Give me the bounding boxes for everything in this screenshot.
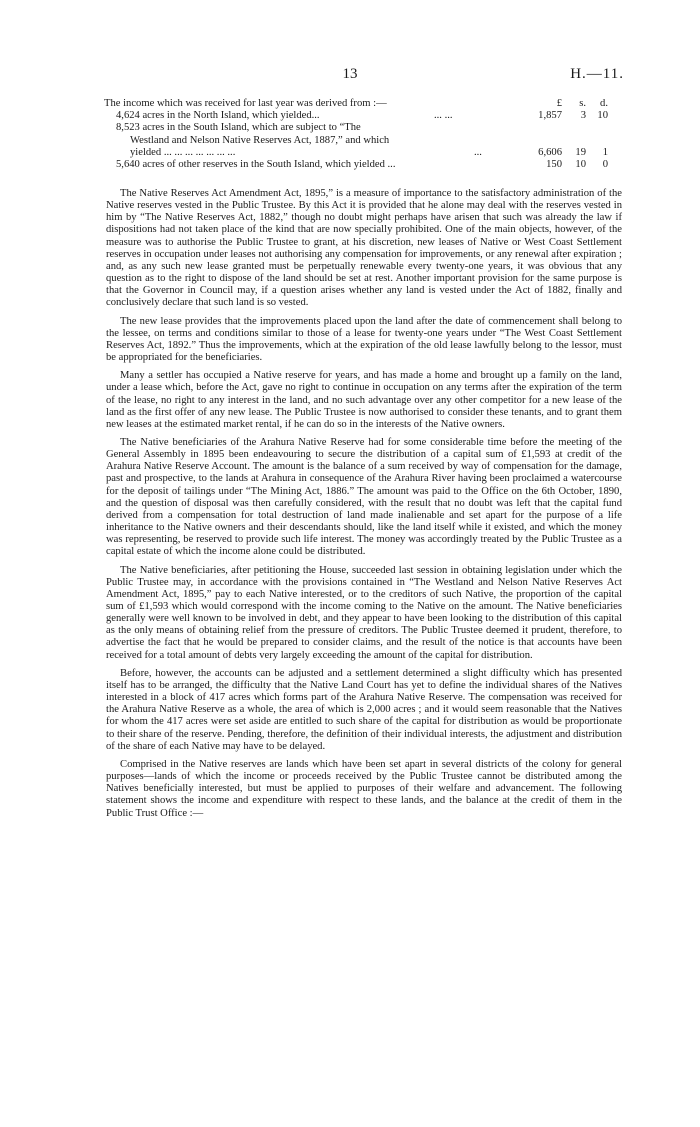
- income-intro-row: [104, 98, 610, 110]
- document-reference: H.—11.: [570, 66, 624, 82]
- paragraph: Many a settler has occupied a Native reserve for years, and has made a home and brought up a family on the land, under a lease which, before the Act, gave no right to continue in occupation on any terms after the expiration of the term of the lease, no right to any interest in the land, and no such advantage over any other competitor for a new lease of the land as the first offer of any new lease. The Public Trustee is now authorised to consider these tenants, and to grant them new leases at the estimated market rental, if he can do so in the interests of the Native owners.: [106, 370, 622, 430]
- pence-value: 10: [597, 110, 608, 122]
- income-row: [104, 147, 610, 159]
- shillings-header: s.: [579, 98, 586, 109]
- income-row-amount: [528, 159, 610, 171]
- pounds-value: 150: [546, 158, 562, 170]
- body-text: [106, 188, 622, 826]
- income-row-amount: [528, 147, 610, 159]
- shillings-value: 3: [580, 110, 586, 122]
- currency-header: [528, 98, 610, 110]
- income-table: [104, 98, 610, 171]
- income-row: [104, 135, 610, 147]
- shillings-value: 19: [575, 146, 586, 158]
- paragraph: Before, however, the accounts can be adjusted and a settlement determined a slight difficulty which has presented itself has to be arranged, the difficulty that the Native Land Court has yet to define the individual shares of the Natives interested in a block of 417 acres which forms part of the Arahura Native Reserve. The compensation was received for the Arahura Native Reserve as a whole, the area of which is 2,000 acres ; and it would seem reasonable that the Natives for whom the 417 acres were set aside are entitled to such share of the capital for distribution as would be proportionate to their share of the reserve. Pending, therefore, the definition of their individual interests, the adjustment and distribution of the share of each Native may have to be delayed.: [106, 667, 622, 752]
- income-row-dots: ...: [474, 146, 482, 158]
- pence-header: d.: [600, 98, 608, 109]
- income-row: [104, 110, 610, 122]
- income-intro: The income which was received for last year was derived from :—: [104, 98, 387, 109]
- paragraph: The Native beneficiaries, after petitioning the House, succeeded last session in obtaining legislation under which the Public Trustee may, in accordance with the provisions contained in “The Westland and Nelson Native Reserves Act Amendment Act, 1895,” pay to each Native interested, or to the creditors of such Native, the proportion of the capital sum of £1,593 which would correspond with the income coming to the Native on the amount. The Native beneficiaries generally were well known to be involved in debt, and they appear to have been looking to the distribution of this capital as the only means of obtaining relief from the pressure of creditors. The Public Trustee deemed it prudent, therefore, to advertise the fact that he would be prepared to consider claims, and the result of the notice is that accounts have been received for a total amount of debts very largely exceeding the amount of the capital for distribution.: [106, 564, 622, 661]
- paragraph: The new lease provides that the improvements placed upon the land after the date of commencement shall belong to the lessee, on terms and conditions similar to those of a lease for twenty-one years under “The West Coast Settlement Reserves Act, 1892.” Thus the improvements, which at the expiration of the old lease lawfully belong to the lessor, must be appropriated for the beneficiaries.: [106, 315, 622, 364]
- income-row: [104, 122, 610, 134]
- pounds-value: 6,606: [538, 146, 562, 158]
- income-row: [104, 159, 610, 171]
- pounds-value: 1,857: [538, 110, 562, 122]
- pounds-header: £: [556, 98, 562, 109]
- income-row-label: yielded ... ... ... ... ... ... ...: [130, 146, 236, 158]
- income-row-amount: [528, 110, 610, 122]
- income-row-label: 5,640 acres of other reserves in the South Island, which yielded ...: [116, 158, 396, 170]
- page-number: 13: [342, 66, 358, 82]
- pence-value: 0: [602, 158, 608, 170]
- income-row-label: 4,624 acres in the North Island, which yielded...: [116, 110, 320, 122]
- paragraph: The Native beneficiaries of the Arahura Native Reserve had for some considerable time before the meeting of the General Assembly in 1895 been endeavouring to secure the distribution of a capital sum of £1,593 at credit of the Arahura Native Reserve Account. The amount is the balance of a sum received by way of compensation for the damage, past and prospective, to the lands at Arahura in consequence of the Arahura River having been proclaimed a watercourse for the deposit of tailings under “The Mining Act, 1886.” The amount was paid to the Office on the 6th October, 1890, and the question of disposal was then carefully considered, with the result that no doubt was left that the capital fund derived from a compensation for total destruction of land made inalienable and set apart for the purpose of a life inheritance to the Native owners and their descendants should, like the land itself while it existed, and which the money was representing, be reserved to provide such life interest. The money was accordingly treated by the Public Trustee as a capital estate of which the income alone could be distributed.: [106, 436, 622, 558]
- pence-value: 1: [602, 146, 608, 158]
- income-row-dots: ... ...: [434, 110, 453, 122]
- income-row-label: Westland and Nelson Native Reserves Act, 1887,” and which: [130, 134, 390, 146]
- paragraph: The Native Reserves Act Amendment Act, 1895,” is a measure of importance to the satisfactory administration of the Native reserves vested in the Public Trustee. By this Act it is provided that he alone may deal with the reserves vested in him by “The Native Reserves Act, 1882,” though no doubt might perhaps have arisen that such was already the law if dispositions had not taken place of the kind that are now specially prohibited. One of the main objects, however, of the measure was to authorise the Public Trustee to grant, at his discretion, new leases of Native or West Coast Settlement reserves in occupation under leases not authorising any compensation for improvements, or any renewal after expiration ; and, as any such new lease granted must be perpetually renewable every twenty-one years, it was obvious that any question as to the right to dispose of the land should be set at rest. Another important provision for the same purpose is that the Governor in Council may, if a question arises whether any land is vested under the Act of 1882, finally and conclusively declare that such land is so vested.: [106, 188, 622, 309]
- shillings-value: 10: [575, 158, 586, 170]
- paragraph: Comprised in the Native reserves are lands which have been set apart in several districts of the colony for general purposes—lands of which the income or proceeds received by the Public Trustee cannot be distributed among the Natives beneficially interested, but must be applied to purposes of their welfare and advancement. The following statement shows the income and expenditure with respect to these lands, and the balance at the credit of them in the Public Trust Office :—: [106, 758, 622, 819]
- income-row-label: 8,523 acres in the South Island, which are subject to “The: [116, 122, 361, 134]
